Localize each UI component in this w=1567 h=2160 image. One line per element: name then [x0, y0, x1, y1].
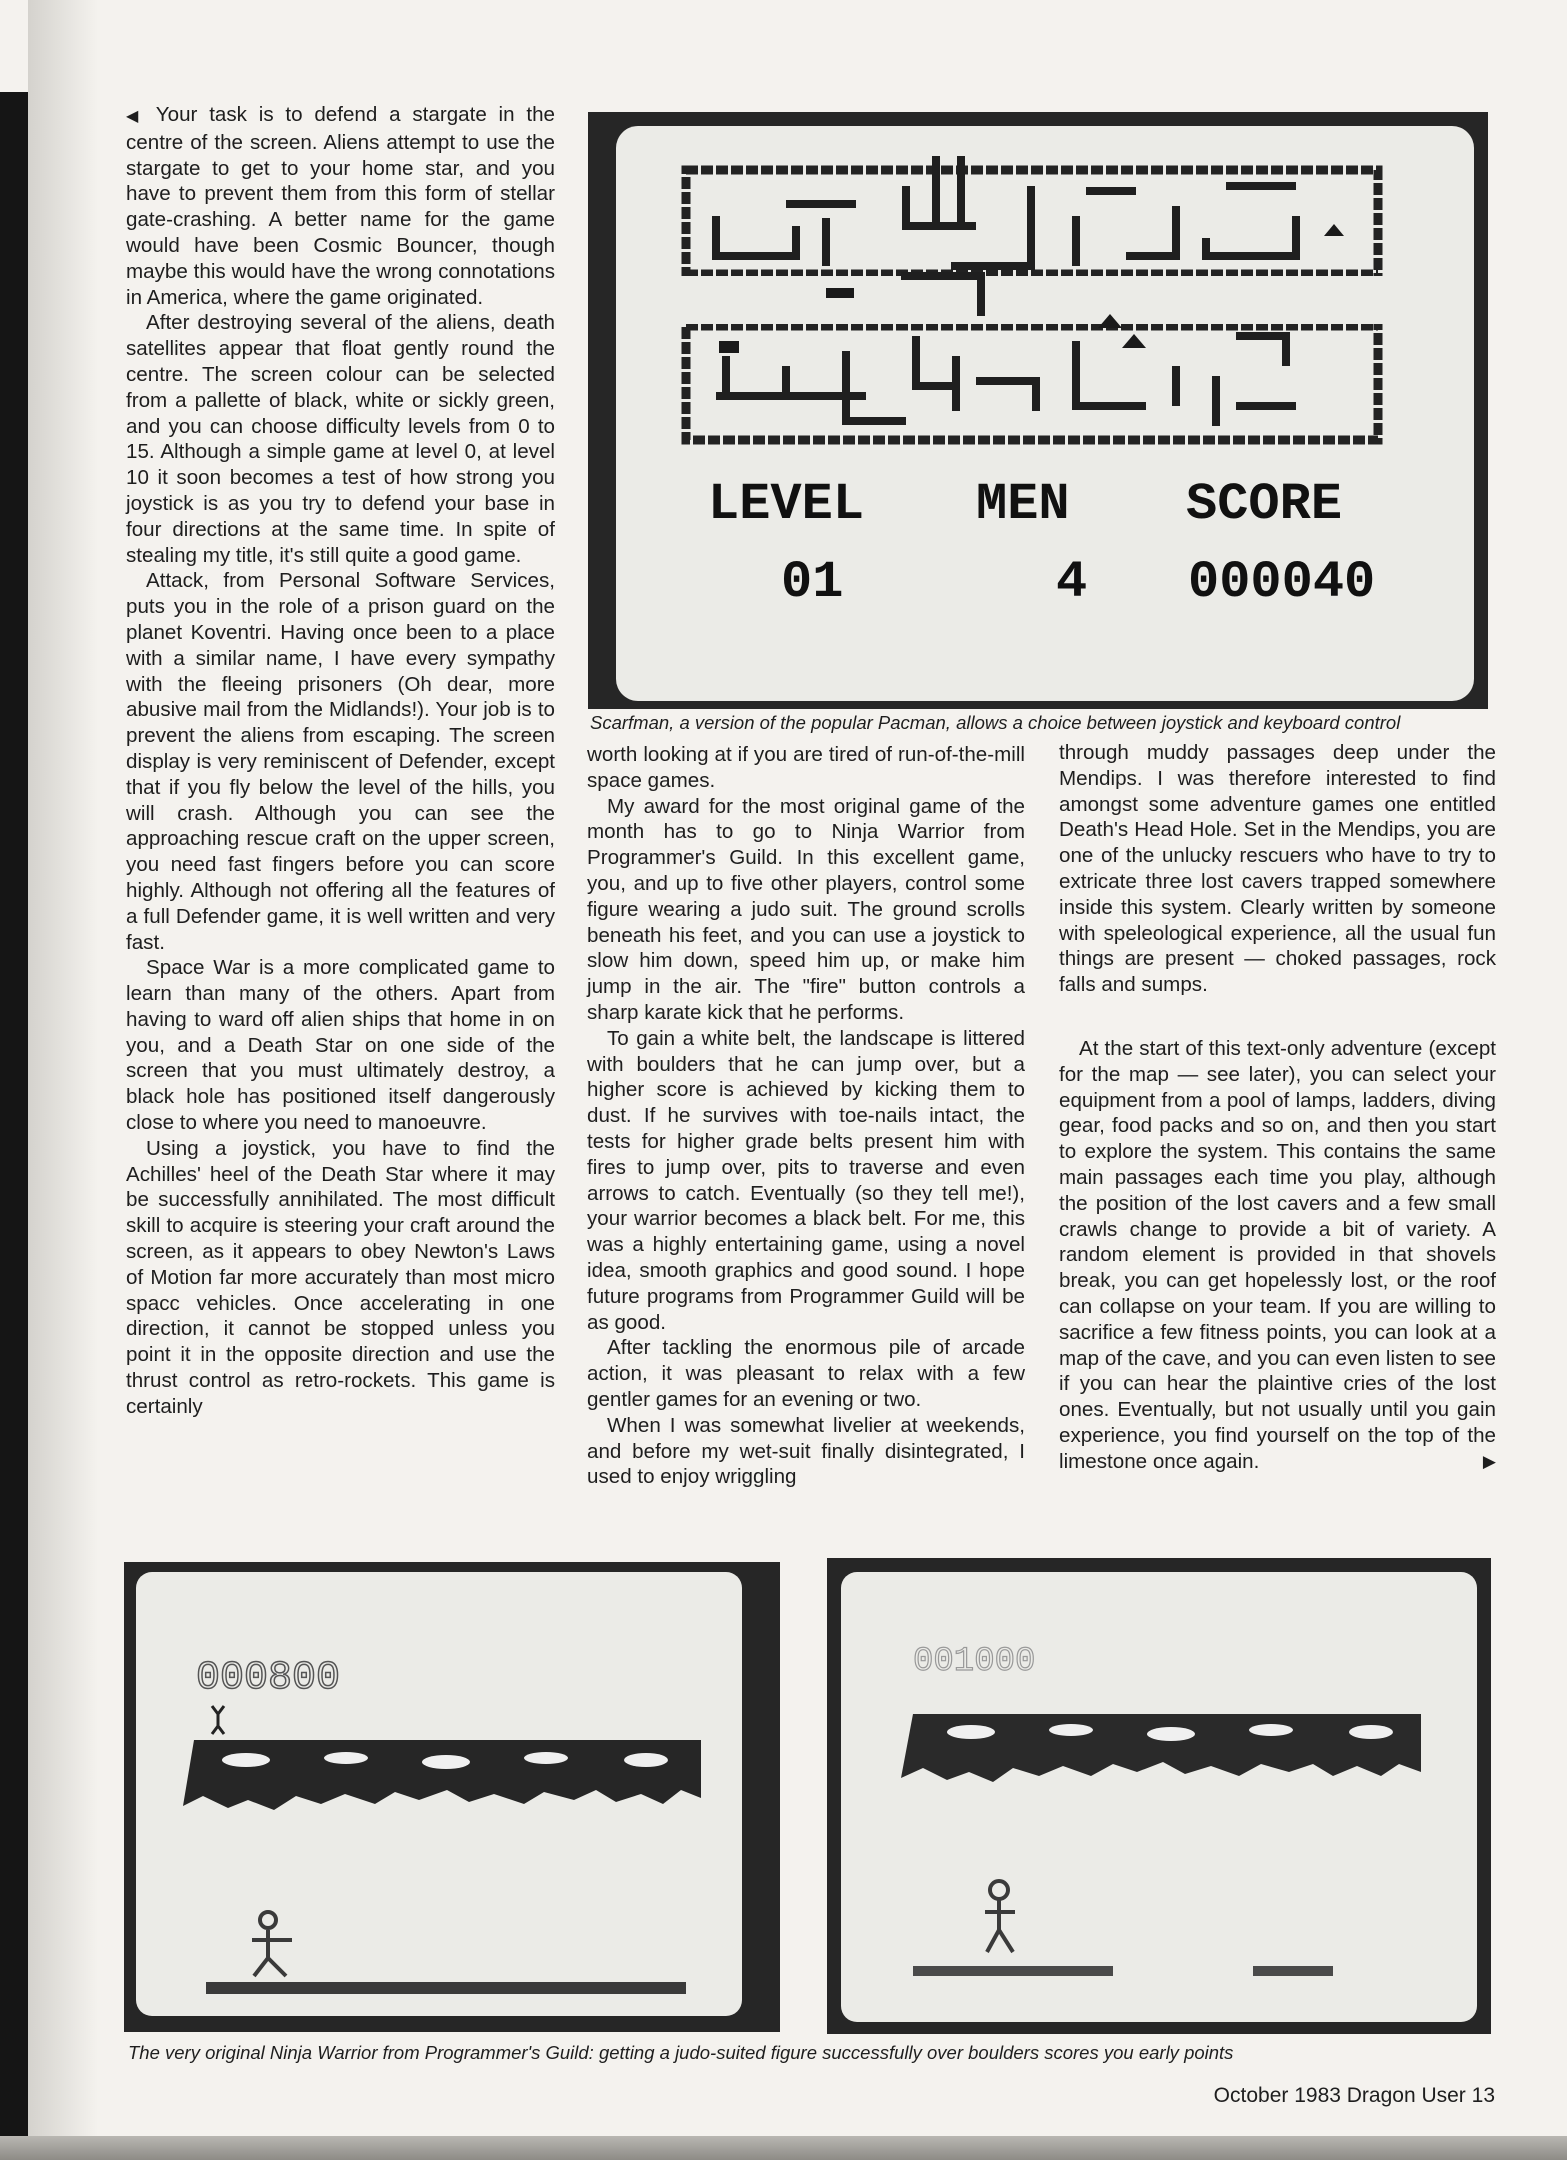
- ninja-warrior-figure: [985, 1881, 1015, 1952]
- paragraph: Using a joystick, you have to find the Achilles' heel of the Death Star where it may be successfully annihilated. The most difficult skill to acquire is steering your craft around the screen, as it appears to obey Newton's Laws of Motion far more accurately than most micro spacc vehicles. Once accelerating in one direction, it cannot be stopped unless you point it in the opposite direction and use the thrust control as retro-rockets. This game is certainly: [126, 1136, 555, 1418]
- paragraph: through muddy passages deep under the Mendips. I was therefore interested to find amongst some adventure games one entitled Death's Head Hole. Set in the Mendips, you are one of the unlucky rescuers who have to try to extricate three lost cavers trapped somewhere inside this system. Clearly written by someone with speleological experience, all the usual fun things are present — choked passages, rock falls and sumps.: [1059, 741, 1496, 997]
- player-lives-icon: [212, 1706, 224, 1734]
- maze-tunnel: [676, 276, 1388, 324]
- paragraph: After tackling the enormous pile of arcade action, it was pleasant to relax with a few gentler games for an evening or two.: [587, 1336, 1025, 1411]
- scarfman-caption: Scarfman, a version of the popular Pacman, allows a choice between joystick and keyboard control: [590, 712, 1401, 733]
- paragraph: At the start of this text-only adventure (except for the map — see later), you can select your equipment from a pool of lamps, ladders, diving gear, food packs and so on, and then you start to explore the system. This contains the same main passages each time you play, although the position of the lost cavers and a few small crawls change to provide a bit of variety. A random element is provided in that shovels break, you can get hopelessly lost, or the roof can collapse on your team. If you are willing to sacrifice a few fitness points, you can look at a map of the cave, and you can even listen to see if you can hear the plaintive cries of the lost ones. Eventually, but not usually until you gain experience, you find yourself on the top of the limestone once again. ▶: [1059, 1036, 1496, 1473]
- article-column-3: [1059, 740, 1496, 1475]
- binding-edge: [0, 92, 28, 2142]
- ninja-warrior-screenshot-right: [827, 1558, 1491, 2034]
- scarfman-maze-graphic: [616, 126, 1474, 701]
- paragraph: ◀ Your task is to defend a stargate in the centre of the screen. Aliens attempt to use the stargate to get to your home star, and you have to prevent them from this form of stellar gate-crashing. A better name for the game would have been Cosmic Bouncer, though maybe this would have the wrong connotations in America, where the game originated.: [126, 103, 555, 309]
- men-label: MEN: [976, 475, 1070, 534]
- ground-strip: [913, 1966, 1113, 1976]
- paragraph-gap: [1059, 998, 1496, 1036]
- ninja-warrior-screenshot-left: [124, 1562, 780, 2032]
- scarfman-screen: [616, 126, 1474, 701]
- score-label: SCORE: [1186, 475, 1343, 534]
- article-column-1: [126, 102, 555, 1420]
- level-label: LEVEL: [708, 475, 865, 534]
- paragraph: My award for the most original game of the month has to go to Ninja Warrior from Programmer's Guild. In this excellent game, you, and up to five other players, control some figure wearing a judo suit. The ground scrolls beneath his feet, and you can use a joystick to slow him down, speed him up, or make him jump in the air. The "fire" button controls a sharp karate kick that he performs.: [587, 794, 1025, 1024]
- left-arrow-icon: ◀: [126, 108, 145, 125]
- right-arrow-icon: ▶: [1482, 1451, 1496, 1471]
- ghost-sprite: [1122, 334, 1146, 348]
- page-footer: October 1983 Dragon User 13: [1213, 2084, 1495, 2107]
- binding-shadow: [28, 0, 98, 2160]
- ninja-warrior-figure: [252, 1912, 292, 1976]
- ninja-left-graphic: [136, 1572, 742, 2016]
- men-value: 4: [1056, 553, 1088, 612]
- hills-band: [901, 1714, 1421, 1782]
- ghost-sprite: [826, 288, 854, 298]
- article-column-2: [587, 742, 1025, 1490]
- paragraph: Space War is a more complicated game to learn than many of the others. Apart from having to ward off alien ships that home in on you, and a Death Star on one side of the screen that you must ultimately destroy, a black hole has positioned itself dangerously close to where you need to manoeuvre.: [126, 956, 555, 1135]
- hills-band: [183, 1740, 701, 1810]
- ninja-left-score: 000800: [196, 1656, 341, 1701]
- paragraph: After destroying several of the aliens, death satellites appear that float gently round the centre. The screen colour can be selected from a pallette of black, white or sickly green, and you can choose difficulty levels from 0 to 15. Although a simple game at level 0, at level 10 it soon becomes a test of how strong you joystick is as you try to defend your base in four directions at the same time. In spite of stealing my title, it's still quite a good game.: [126, 311, 555, 567]
- ghost-sprite: [719, 341, 739, 353]
- ninja-right-graphic: [841, 1572, 1477, 2022]
- paragraph: Attack, from Personal Software Services, puts you in the role of a prison guard on the planet Koventri. Having once been to a place with a similar name, I have every sympathy with the fleeing prisoners (Oh dear, more abusive mail from the Midlands!). Your job is to prevent the aliens from escaping. The screen display is very reminiscent of Defender, except that if you fly below the level of the hills, you will crash. Although you can see the approaching rescue craft on the upper screen, you need fast fingers before you can score highly. Although not offering all the features of a full Defender game, it is well written and very fast.: [126, 569, 555, 954]
- ninja-screen-left: [136, 1572, 742, 2016]
- boulder-strip: [1253, 1966, 1333, 1976]
- paragraph: To gain a white belt, the landscape is littered with boulders that he can jump over, but a higher score is achieved by kicking them to dust. If he survives with toe-nails intact, the tests for higher grade belts present him with fires to jump over, pits to traverse and even arrows to catch. Eventually (so they tell me!), your warrior becomes a black belt. For me, this was a highly entertaining game, using a novel idea, smooth graphics and good sound. I hope future programs from Programmer Guild will be as good.: [587, 1026, 1025, 1334]
- score-value: 000040: [1188, 553, 1376, 612]
- ground-strip: [206, 1982, 686, 1994]
- scarfman-screenshot: [588, 112, 1488, 709]
- scarfman-status-labels: [708, 475, 1375, 612]
- page-bottom-edge: [0, 2136, 1567, 2160]
- ninja-caption: The very original Ninja Warrior from Programmer's Guild: getting a judo-suited figure successfully over boulders scores you early points: [128, 2042, 1234, 2063]
- level-value: 01: [781, 553, 844, 612]
- scarfman-sprite: [1324, 224, 1344, 236]
- paragraph: worth looking at if you are tired of run-of-the-mill space games.: [587, 743, 1025, 792]
- paragraph: When I was somewhat livelier at weekends, and before my wet-suit finally disintegrated, I used to enjoy wriggling: [587, 1413, 1025, 1489]
- ninja-right-score: 001000: [913, 1643, 1036, 1681]
- ninja-screen-right: [841, 1572, 1477, 2022]
